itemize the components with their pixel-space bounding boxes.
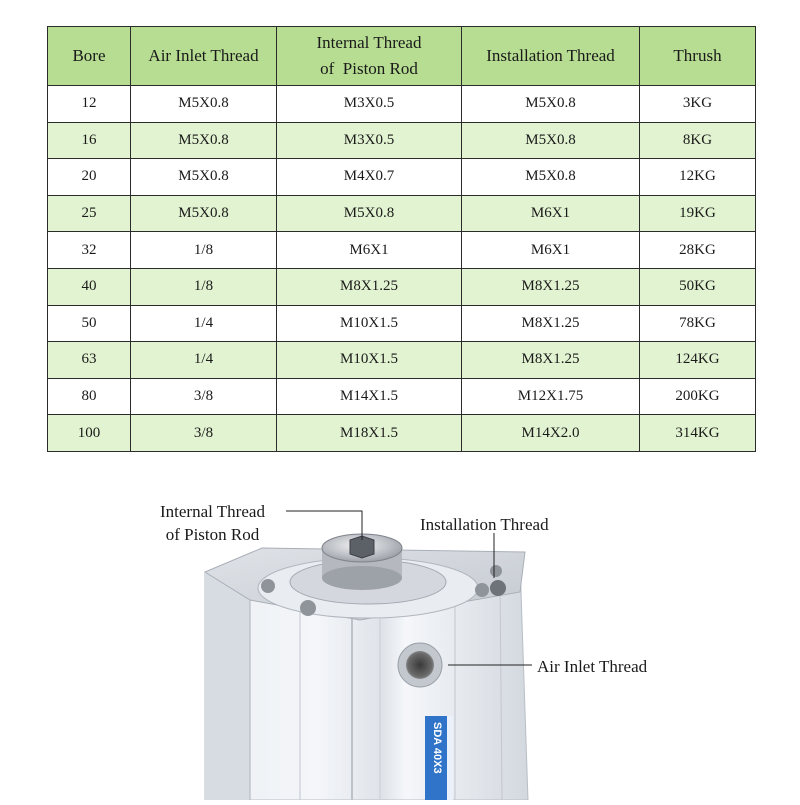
table-cell: M10X1.5 <box>277 342 462 379</box>
table-cell: M14X2.0 <box>462 415 640 452</box>
table-row <box>48 122 756 159</box>
table-row <box>48 86 756 123</box>
table-row <box>48 232 756 269</box>
callout-piston-line2: of Piston Rod <box>165 525 260 544</box>
table-cell: 19KG <box>640 195 756 232</box>
table-row <box>48 268 756 305</box>
table-cell: M5X0.8 <box>131 195 277 232</box>
piston-rod <box>322 534 402 590</box>
table-cell: 32 <box>48 232 131 269</box>
column-header-text: Bore <box>72 46 106 65</box>
cylinder-diagram <box>0 460 800 800</box>
table-cell: 1/4 <box>131 305 277 342</box>
table-cell: 25 <box>48 195 131 232</box>
table-cell: M5X0.8 <box>131 86 277 123</box>
table-row <box>48 378 756 415</box>
table-cell: 12 <box>48 86 131 123</box>
column-header <box>462 27 640 86</box>
column-header-text: Air Inlet Thread <box>148 46 259 65</box>
table-cell: 50KG <box>640 268 756 305</box>
table-cell: 3/8 <box>131 415 277 452</box>
column-header-text: Thrush <box>673 46 722 65</box>
table-cell: 78KG <box>640 305 756 342</box>
table-header-row <box>48 27 756 86</box>
table-cell: 3/8 <box>131 378 277 415</box>
table-cell: 50 <box>48 305 131 342</box>
table-cell: M12X1.75 <box>462 378 640 415</box>
callout-air-inlet-thread: Air Inlet Thread <box>537 657 648 676</box>
table-cell: 1/8 <box>131 232 277 269</box>
column-header <box>48 27 131 86</box>
spec-table <box>47 26 756 452</box>
table-cell: M5X0.8 <box>462 122 640 159</box>
table-cell: 1/4 <box>131 342 277 379</box>
table-row <box>48 415 756 452</box>
table-cell: M4X0.7 <box>277 159 462 196</box>
table-cell: M8X1.25 <box>462 268 640 305</box>
table-cell: 100 <box>48 415 131 452</box>
table-cell: M5X0.8 <box>462 159 640 196</box>
table-cell: M5X0.8 <box>462 86 640 123</box>
air-inlet-port <box>398 643 442 687</box>
table-cell: M8X1.25 <box>462 342 640 379</box>
table-cell: 314KG <box>640 415 756 452</box>
column-header <box>640 27 756 86</box>
cylinder-illustration <box>0 460 800 800</box>
table-cell: M5X0.8 <box>131 159 277 196</box>
table-cell: M6X1 <box>277 232 462 269</box>
table-cell: M10X1.5 <box>277 305 462 342</box>
table-cell: 40 <box>48 268 131 305</box>
table-cell: M18X1.5 <box>277 415 462 452</box>
table-cell: 28KG <box>640 232 756 269</box>
table-body <box>48 86 756 452</box>
table-cell: 80 <box>48 378 131 415</box>
column-header <box>131 27 277 86</box>
table-cell: M14X1.5 <box>277 378 462 415</box>
installation-hole <box>490 580 506 596</box>
table-cell: 20 <box>48 159 131 196</box>
table-cell: M8X1.25 <box>277 268 462 305</box>
callout-piston-rod-thread <box>160 500 265 546</box>
table-cell: 16 <box>48 122 131 159</box>
table-row <box>48 159 756 196</box>
table-row <box>48 305 756 342</box>
table-cell: M6X1 <box>462 232 640 269</box>
callout-piston-line1: Internal Thread <box>160 502 265 521</box>
column-header-text: Installation Thread <box>486 46 615 65</box>
table-cell: 8KG <box>640 122 756 159</box>
table-cell: M6X1 <box>462 195 640 232</box>
table-cell: 12KG <box>640 159 756 196</box>
table-cell: M8X1.25 <box>462 305 640 342</box>
table-cell: M3X0.5 <box>277 122 462 159</box>
table-cell: M5X0.8 <box>277 195 462 232</box>
table-cell: 200KG <box>640 378 756 415</box>
table-cell: 63 <box>48 342 131 379</box>
cylinder-marking-box <box>428 722 444 800</box>
callout-installation-thread: Installation Thread <box>420 515 549 534</box>
table-cell: 124KG <box>640 342 756 379</box>
table-cell: M3X0.5 <box>277 86 462 123</box>
cylinder-marking: SDA 40X3 <box>431 722 443 774</box>
table-cell: M5X0.8 <box>131 122 277 159</box>
table-cell: 3KG <box>640 86 756 123</box>
table-row <box>48 342 756 379</box>
column-header-text: Internal Thread <box>316 33 422 52</box>
table-row <box>48 195 756 232</box>
column-header-text: of Piston Rod <box>320 59 418 78</box>
table-cell: 1/8 <box>131 268 277 305</box>
column-header <box>277 27 462 86</box>
